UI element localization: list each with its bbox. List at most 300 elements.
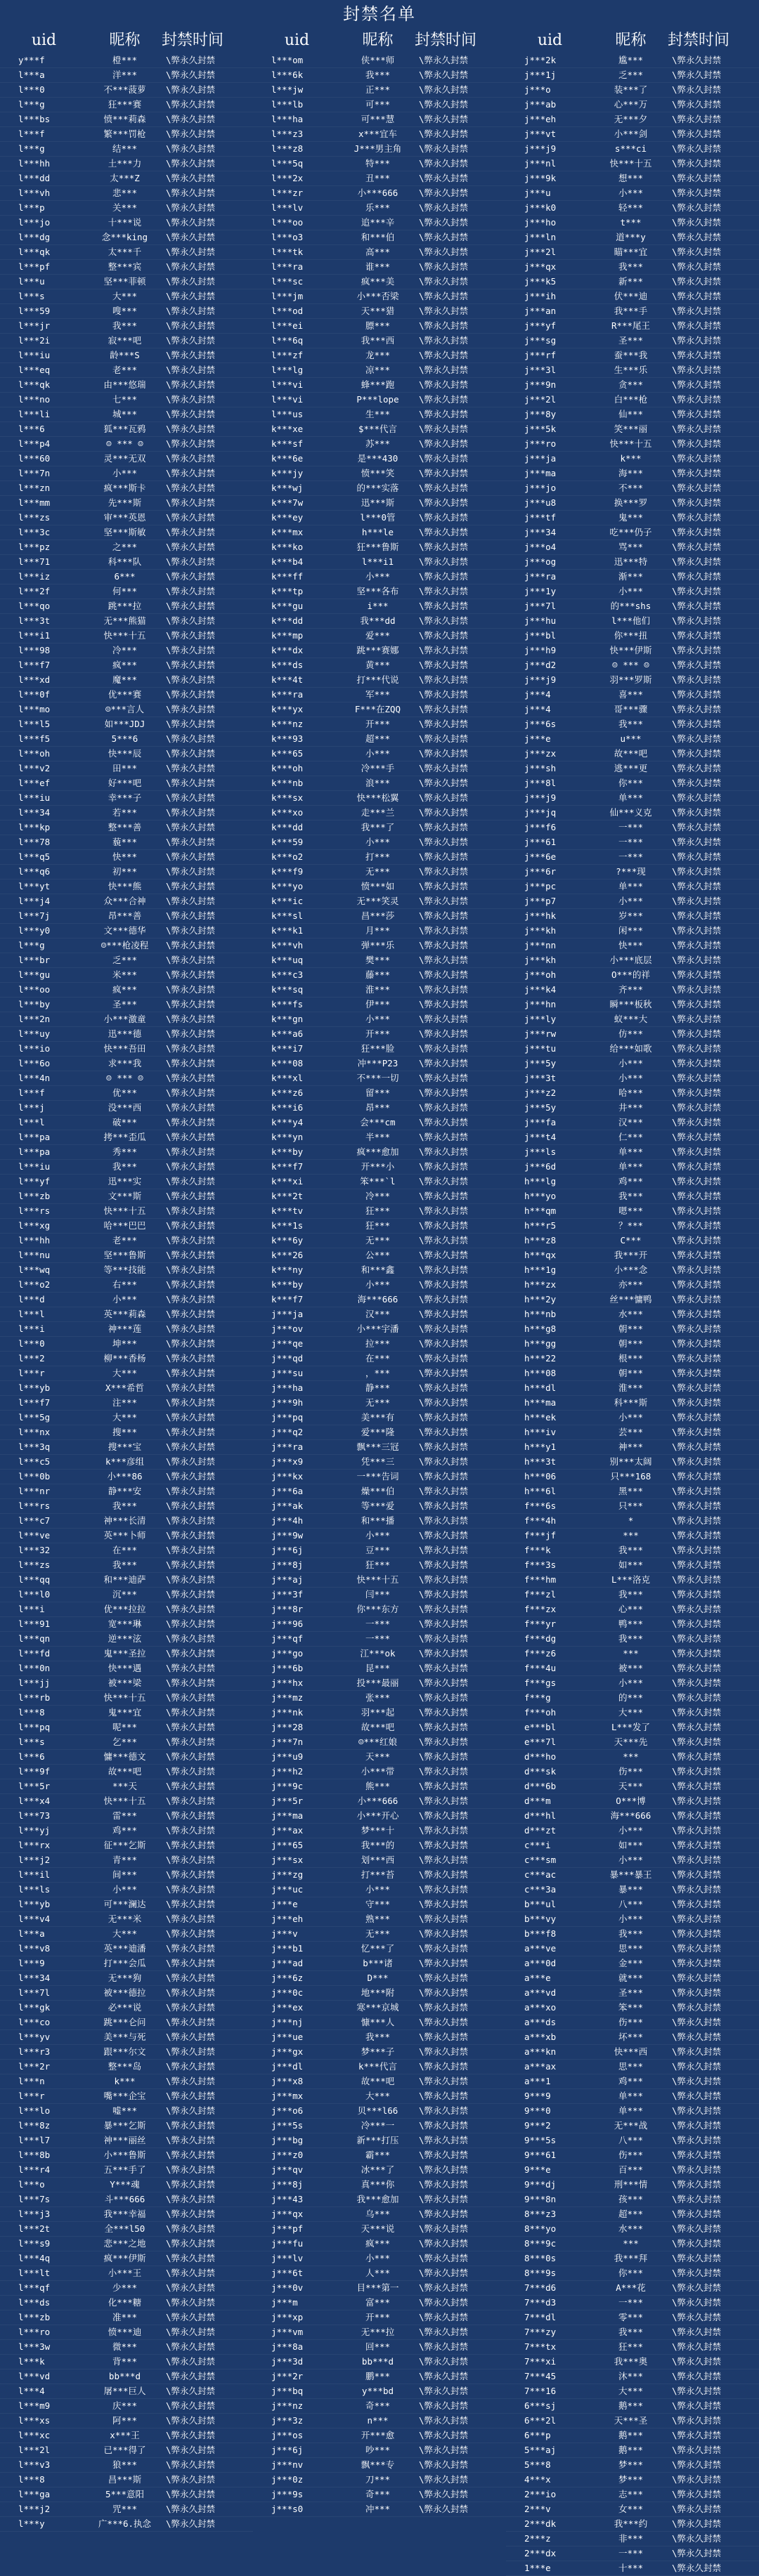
table-row	[253, 2148, 506, 2163]
table-row	[253, 525, 506, 540]
row-ban-time: \弊永久封禁	[672, 1102, 722, 1113]
table-row	[0, 68, 253, 83]
row-nickname: 小***	[618, 1914, 644, 1924]
row-nickname: 留***	[365, 1087, 391, 1098]
row-ban-time: \弊永久封禁	[419, 1501, 469, 1511]
row-uid: l***6q	[271, 335, 304, 346]
row-uid: l***jm	[271, 291, 304, 301]
row-ban-time: \弊永久封禁	[166, 1574, 216, 1585]
row-ban-time: \弊永久封禁	[672, 1146, 722, 1157]
row-nickname: 只***168	[610, 1471, 651, 1482]
row-uid: h***08	[524, 1368, 557, 1378]
table-row	[506, 1263, 759, 1278]
row-ban-time: \弊永久封禁	[672, 1560, 722, 1570]
row-nickname: 静***安	[108, 1486, 142, 1496]
row-uid: j***0z	[271, 2474, 304, 2485]
row-uid: j***su	[271, 1368, 304, 1378]
table-row	[506, 1956, 759, 1971]
row-uid: l***vd	[18, 2371, 51, 2381]
table-row	[0, 127, 253, 142]
table-row	[253, 1720, 506, 1735]
row-ban-time: \弊永久封禁	[672, 2076, 722, 2086]
table-row	[506, 98, 759, 112]
row-ban-time: \弊永久封禁	[419, 630, 469, 641]
table-row	[0, 909, 253, 924]
row-uid: l***xg	[18, 1220, 51, 1231]
row-ban-time: \弊永久封禁	[672, 866, 722, 877]
row-nickname: 大***	[112, 1368, 138, 1378]
row-ban-time: \弊永久封禁	[166, 1146, 216, 1157]
table-row	[506, 496, 759, 511]
row-ban-time: \弊永久封禁	[166, 1279, 216, 1290]
row-nickname: 贝***l66	[357, 2105, 398, 2116]
table-row	[0, 319, 253, 334]
row-uid: l***c5	[18, 1456, 51, 1467]
row-ban-time: \弊永久封禁	[419, 188, 469, 198]
table-row	[0, 378, 253, 393]
header-group	[0, 28, 253, 53]
row-nickname: 金***	[618, 1958, 644, 1968]
row-ban-time: \弊永久封禁	[166, 409, 216, 419]
row-uid: l***l	[18, 1117, 45, 1127]
row-ban-time: \弊永久封禁	[166, 1117, 216, 1127]
row-uid: k***k1	[271, 925, 304, 936]
row-uid: j***os	[271, 2430, 304, 2440]
row-nickname: 狂***	[365, 1205, 391, 1216]
row-ban-time: \弊永久封禁	[672, 335, 722, 346]
table-row	[0, 998, 253, 1012]
row-ban-time: \弊永久封禁	[672, 1810, 722, 1821]
row-ban-time: \弊永久封禁	[166, 1161, 216, 1172]
row-nickname: 橙***	[112, 55, 138, 65]
row-uid: j***ak	[271, 1501, 304, 1511]
row-nickname: 无***	[365, 1397, 391, 1408]
table-row	[253, 1750, 506, 1765]
row-ban-time: \弊永久封禁	[166, 807, 216, 818]
row-uid: f***zl	[524, 1589, 557, 1600]
row-uid: j***hu	[524, 615, 557, 626]
row-nickname: 被***德拉	[103, 1987, 146, 1998]
row-nickname: ☺***枪凌程	[100, 940, 149, 950]
row-nickname: 快***辰	[108, 748, 142, 759]
row-ban-time: \弊永久封禁	[166, 512, 216, 523]
row-nickname: 单***	[618, 2091, 644, 2101]
row-uid: k***i7	[271, 1043, 304, 1054]
row-nickname: 暴***	[618, 1884, 644, 1895]
row-nickname: 哥***骤	[614, 704, 648, 714]
table-row	[253, 1617, 506, 1632]
row-uid: j***ln	[524, 232, 557, 242]
row-ban-time: \弊永久封禁	[672, 1014, 722, 1024]
row-ban-time: \弊永久封禁	[166, 1973, 216, 1983]
row-uid: l***lb	[271, 99, 304, 110]
row-ban-time: \弊永久封禁	[419, 2238, 469, 2249]
table-row	[253, 1632, 506, 1647]
table-row	[0, 496, 253, 511]
table-row	[506, 378, 759, 393]
row-ban-time: \弊永久封禁	[166, 1427, 216, 1437]
row-uid: j***e	[524, 733, 551, 744]
row-ban-time: \弊永久封禁	[419, 1117, 469, 1127]
row-ban-time: \弊永久封禁	[166, 158, 216, 169]
table-row	[506, 1883, 759, 1897]
table-row	[253, 1175, 506, 1189]
row-nickname: 笑***丽	[614, 424, 648, 434]
row-ban-time: \弊永久封禁	[166, 1132, 216, 1142]
row-nickname: 必***说	[108, 2002, 142, 2013]
row-nickname: 梦***	[618, 2474, 644, 2485]
row-uid: j***ja	[271, 1309, 304, 1319]
row-ban-time: \弊永久封禁	[672, 1191, 722, 1201]
table-row	[506, 2369, 759, 2384]
row-uid: k***7w	[271, 497, 304, 508]
row-uid: j***6d	[524, 1161, 557, 1172]
row-uid: l***9	[18, 1958, 45, 1968]
row-nickname: 幸***子	[108, 792, 142, 803]
row-uid: j***pf	[271, 2223, 304, 2234]
row-ban-time: \弊永久封禁	[166, 2164, 216, 2175]
row-ban-time: \弊永久封禁	[419, 1353, 469, 1364]
row-nickname: 伤***	[618, 1766, 644, 1777]
row-ban-time: \弊永久封禁	[166, 173, 216, 183]
row-ban-time: \弊永久封禁	[166, 1294, 216, 1305]
row-ban-time: \弊永久封禁	[166, 2371, 216, 2381]
row-ban-time: \弊永久封禁	[419, 866, 469, 877]
table-row	[506, 1381, 759, 1396]
row-ban-time: \弊永久封禁	[672, 748, 722, 759]
row-uid: k***sf	[271, 438, 304, 449]
row-uid: 8***0s	[524, 2253, 557, 2263]
row-ban-time: \弊永久封禁	[166, 719, 216, 729]
row-ban-time: \弊永久封禁	[672, 851, 722, 862]
table-row	[0, 2251, 253, 2266]
table-row	[0, 2089, 253, 2104]
row-ban-time: \弊永久封禁	[166, 866, 216, 877]
row-nickname: 无***熊猫	[103, 615, 146, 626]
row-uid: f***gs	[524, 1678, 557, 1688]
row-ban-time: \弊永久封禁	[672, 1825, 722, 1836]
row-nickname: 鸭***	[618, 1619, 644, 1629]
table-row	[253, 304, 506, 319]
row-ban-time: \弊永久封禁	[419, 2356, 469, 2367]
row-ban-time: \弊永久封禁	[672, 1205, 722, 1216]
row-ban-time: \弊永久封禁	[672, 424, 722, 434]
table-row	[0, 2074, 253, 2089]
row-ban-time: \弊永久封禁	[166, 306, 216, 316]
row-uid: h***6l	[524, 1486, 557, 1496]
row-nickname: 小***	[112, 468, 138, 478]
row-nickname: 爱***	[365, 630, 391, 641]
table-row	[0, 1116, 253, 1130]
table-row	[0, 1661, 253, 1676]
row-ban-time: \弊永久封禁	[166, 601, 216, 611]
row-nickname: 圣***	[618, 1987, 644, 1998]
table-row	[0, 186, 253, 201]
row-nickname: 神***长清	[103, 1515, 146, 1526]
row-nickname: 飘***三冠	[356, 1441, 399, 1452]
row-nickname: 冷***	[365, 1191, 391, 1201]
table-row	[506, 894, 759, 909]
row-nickname: 我***西	[361, 335, 395, 346]
table-row	[506, 850, 759, 865]
row-nickname: 朝***	[618, 1368, 644, 1378]
row-uid: l***qo	[18, 601, 51, 611]
row-uid: l***nr	[18, 1486, 51, 1496]
row-uid: h***06	[524, 1471, 557, 1482]
row-nickname: 单***	[618, 2105, 644, 2116]
table-row	[253, 2030, 506, 2045]
row-nickname: 狂***	[618, 2341, 644, 2352]
row-ban-time: \弊永久封禁	[419, 1456, 469, 1467]
row-ban-time: \弊永久封禁	[672, 645, 722, 655]
row-nickname: 装***了	[614, 84, 648, 95]
row-uid: l***nx	[18, 1427, 51, 1437]
row-ban-time: \弊永久封禁	[166, 1796, 216, 1806]
row-uid: 2***dk	[524, 2518, 557, 2529]
row-nickname: 小***鲁斯	[103, 2150, 146, 2160]
row-uid: j***nn	[524, 940, 557, 950]
table-row	[0, 437, 253, 452]
table-row	[253, 2384, 506, 2399]
row-nickname: 慷***人	[361, 2017, 395, 2027]
row-uid: l***r	[18, 1368, 45, 1378]
row-uid: j***x8	[271, 2076, 304, 2086]
row-ban-time: \弊永久封禁	[166, 2120, 216, 2131]
table-row	[0, 1720, 253, 1735]
row-ban-time: \弊永久封禁	[419, 1943, 469, 1954]
row-uid: j***nj	[271, 2017, 304, 2027]
table-row	[0, 157, 253, 171]
row-uid: j***f6	[524, 822, 557, 832]
row-ban-time: \弊永久封禁	[419, 763, 469, 773]
row-nickname: 女***	[618, 2504, 644, 2514]
row-nickname: 嗯***	[618, 1205, 644, 1216]
table-row	[253, 1307, 506, 1322]
table-row	[0, 407, 253, 422]
row-uid: j***sh	[524, 763, 557, 773]
row-nickname: 我***	[618, 2327, 644, 2337]
table-row	[506, 1337, 759, 1352]
row-ban-time: \弊永久封禁	[419, 1515, 469, 1526]
row-uid: l***iu	[18, 350, 51, 360]
row-uid: 7***45	[524, 2371, 557, 2381]
table-row	[253, 466, 506, 481]
table-row	[506, 2458, 759, 2473]
row-uid: l***l	[18, 1309, 45, 1319]
row-uid: l***0	[18, 84, 45, 95]
table-row	[506, 1057, 759, 1071]
row-nickname: 仙***	[618, 409, 644, 419]
row-uid: j***rf	[524, 350, 557, 360]
row-uid: j***96	[271, 1619, 304, 1629]
row-ban-time: \弊永久封禁	[166, 1412, 216, 1423]
row-nickname: k***	[620, 453, 642, 464]
row-ban-time: \弊永久封禁	[166, 704, 216, 714]
row-uid: d***zt	[524, 1825, 557, 1836]
row-nickname: 军***	[365, 689, 391, 700]
row-ban-time: \弊永久封禁	[672, 837, 722, 847]
row-nickname: 水***	[618, 2223, 644, 2234]
table-row	[506, 953, 759, 968]
row-uid: k***xi	[271, 1176, 304, 1186]
row-uid: l***0	[18, 1338, 45, 1349]
table-row	[0, 1588, 253, 1602]
row-ban-time: \弊永久封禁	[166, 2282, 216, 2293]
row-uid: l***zb	[18, 1191, 51, 1201]
row-uid: l***nu	[18, 1250, 51, 1260]
row-nickname: 和***伯	[361, 232, 395, 242]
row-uid: l***il	[18, 1869, 51, 1880]
row-uid: a***vd	[524, 1987, 557, 1998]
table-row	[506, 1234, 759, 1248]
row-ban-time: \弊永久封禁	[166, 984, 216, 995]
row-nickname: 藐***	[112, 837, 138, 847]
row-uid: l***pq	[18, 1722, 51, 1732]
row-uid: l***lg	[271, 365, 304, 375]
table-row	[506, 1145, 759, 1160]
table-row	[253, 2119, 506, 2133]
row-nickname: 一***告词	[356, 1471, 399, 1482]
row-ban-time: \弊永久封禁	[166, 320, 216, 331]
table-row	[0, 1219, 253, 1234]
row-uid: l***q6	[18, 866, 51, 877]
table-row	[253, 1160, 506, 1175]
row-ban-time: \弊永久封禁	[419, 1338, 469, 1349]
row-ban-time: \弊永久封禁	[166, 2489, 216, 2499]
row-uid: l***s	[18, 291, 45, 301]
row-ban-time: \弊永久封禁	[419, 320, 469, 331]
row-nickname: 快***熊	[108, 881, 142, 891]
row-nickname: 打***	[365, 851, 391, 862]
row-nickname: 众***合神	[103, 896, 146, 906]
row-uid: j***pq	[271, 1412, 304, 1423]
row-uid: 9***9	[524, 2091, 551, 2101]
table-row	[506, 2148, 759, 2163]
table-row	[253, 1853, 506, 1868]
row-uid: l***by	[18, 999, 51, 1009]
row-uid: b***ul	[524, 1899, 557, 1909]
row-uid: f***4h	[524, 1515, 557, 1526]
row-uid: l***j3	[18, 2209, 51, 2219]
row-nickname: 魔***	[112, 674, 138, 685]
table-row	[253, 924, 506, 939]
row-ban-time: \弊永久封禁	[419, 158, 469, 169]
row-nickname: 咒***	[112, 2504, 138, 2514]
row-nickname: 拉***	[365, 1338, 391, 1349]
row-uid: 1***e	[524, 2563, 551, 2573]
row-nickname: y***bd	[361, 2386, 394, 2396]
row-uid: h***dl	[524, 1382, 557, 1393]
table-row	[506, 127, 759, 142]
row-ban-time: \弊永久封禁	[166, 2091, 216, 2101]
table-row	[506, 2178, 759, 2192]
row-nickname: 右***	[112, 1279, 138, 1290]
table-row	[0, 1897, 253, 1912]
row-ban-time: \弊永久封禁	[419, 438, 469, 449]
row-ban-time: \弊永久封禁	[672, 1973, 722, 1983]
row-nickname: 乏***	[112, 955, 138, 965]
row-uid: 5***aj	[524, 2445, 557, 2455]
row-ban-time: \弊永久封禁	[166, 379, 216, 390]
table-row	[253, 1322, 506, 1337]
table-row	[506, 614, 759, 629]
row-uid: j***og	[524, 556, 557, 567]
table-row	[0, 466, 253, 481]
row-uid: 7***tx	[524, 2341, 557, 2352]
row-nickname: 我***	[618, 719, 644, 729]
row-nickname: 仙***义克	[609, 807, 652, 818]
row-nickname: 会***cm	[360, 1117, 396, 1127]
row-uid: 7***zy	[524, 2327, 557, 2337]
row-ban-time: \弊永久封禁	[419, 2474, 469, 2485]
row-nickname: 英***迪潘	[103, 1943, 146, 1954]
row-ban-time: \弊永久封禁	[672, 1899, 722, 1909]
row-ban-time: \弊永久封禁	[419, 1014, 469, 1024]
table-row	[0, 629, 253, 643]
row-nickname: 富***	[365, 2297, 391, 2308]
row-uid: j***ls	[524, 1146, 557, 1157]
table-row	[253, 407, 506, 422]
table-row	[506, 1160, 759, 1175]
row-nickname: 笨***	[618, 2002, 644, 2013]
row-nickname: 我***了	[361, 822, 395, 832]
row-uid: l***zs	[18, 512, 51, 523]
table-row	[506, 599, 759, 614]
row-nickname: ☺***言人	[105, 704, 145, 714]
table-row	[0, 835, 253, 850]
row-ban-time: \弊永久封禁	[419, 689, 469, 700]
row-nickname: 已***得了	[103, 2445, 146, 2455]
table-row	[506, 2222, 759, 2237]
table-row	[0, 363, 253, 378]
table-row	[506, 1322, 759, 1337]
row-uid: j***9w	[271, 1530, 304, 1541]
row-ban-time: \弊永久封禁	[166, 1899, 216, 1909]
table-row	[253, 1794, 506, 1809]
row-uid: l***vh	[18, 188, 51, 198]
row-uid: k***yn	[271, 1132, 304, 1142]
table-row	[0, 2104, 253, 2119]
table-row	[253, 2487, 506, 2502]
row-nickname: 快***十五	[103, 1692, 146, 1703]
row-nickname: 疯***伊斯	[103, 2253, 146, 2263]
row-ban-time: \弊永久封禁	[672, 1619, 722, 1629]
row-nickname: 我***开	[614, 1250, 648, 1260]
table-row	[506, 142, 759, 157]
row-nickname: 我***	[112, 320, 138, 331]
row-uid: c***3a	[524, 1884, 557, 1895]
row-nickname: 小***	[618, 586, 644, 596]
table-row	[506, 2060, 759, 2074]
row-uid: l***n	[18, 2076, 45, 2086]
row-ban-time: \弊永久封禁	[166, 1501, 216, 1511]
row-uid: f***zx	[524, 1604, 557, 1614]
row-nickname: 小***	[365, 1014, 391, 1024]
row-uid: k***59	[271, 837, 304, 847]
row-nickname: 我***约	[614, 2518, 648, 2529]
row-uid: l***s	[18, 1737, 45, 1747]
row-nickname: 庆***	[112, 2400, 138, 2411]
row-uid: 7***d6	[524, 2282, 557, 2293]
row-uid: l***om	[271, 55, 304, 65]
row-ban-time: \弊永久封禁	[672, 70, 722, 80]
row-nickname: 愤***迪	[108, 2327, 142, 2337]
table-row	[253, 1824, 506, 1838]
row-ban-time: \弊永久封禁	[672, 202, 722, 213]
row-nickname: 鹏***	[365, 2371, 391, 2381]
table-row	[253, 2074, 506, 2089]
row-nickname: 神***丽丝	[103, 2135, 146, 2145]
